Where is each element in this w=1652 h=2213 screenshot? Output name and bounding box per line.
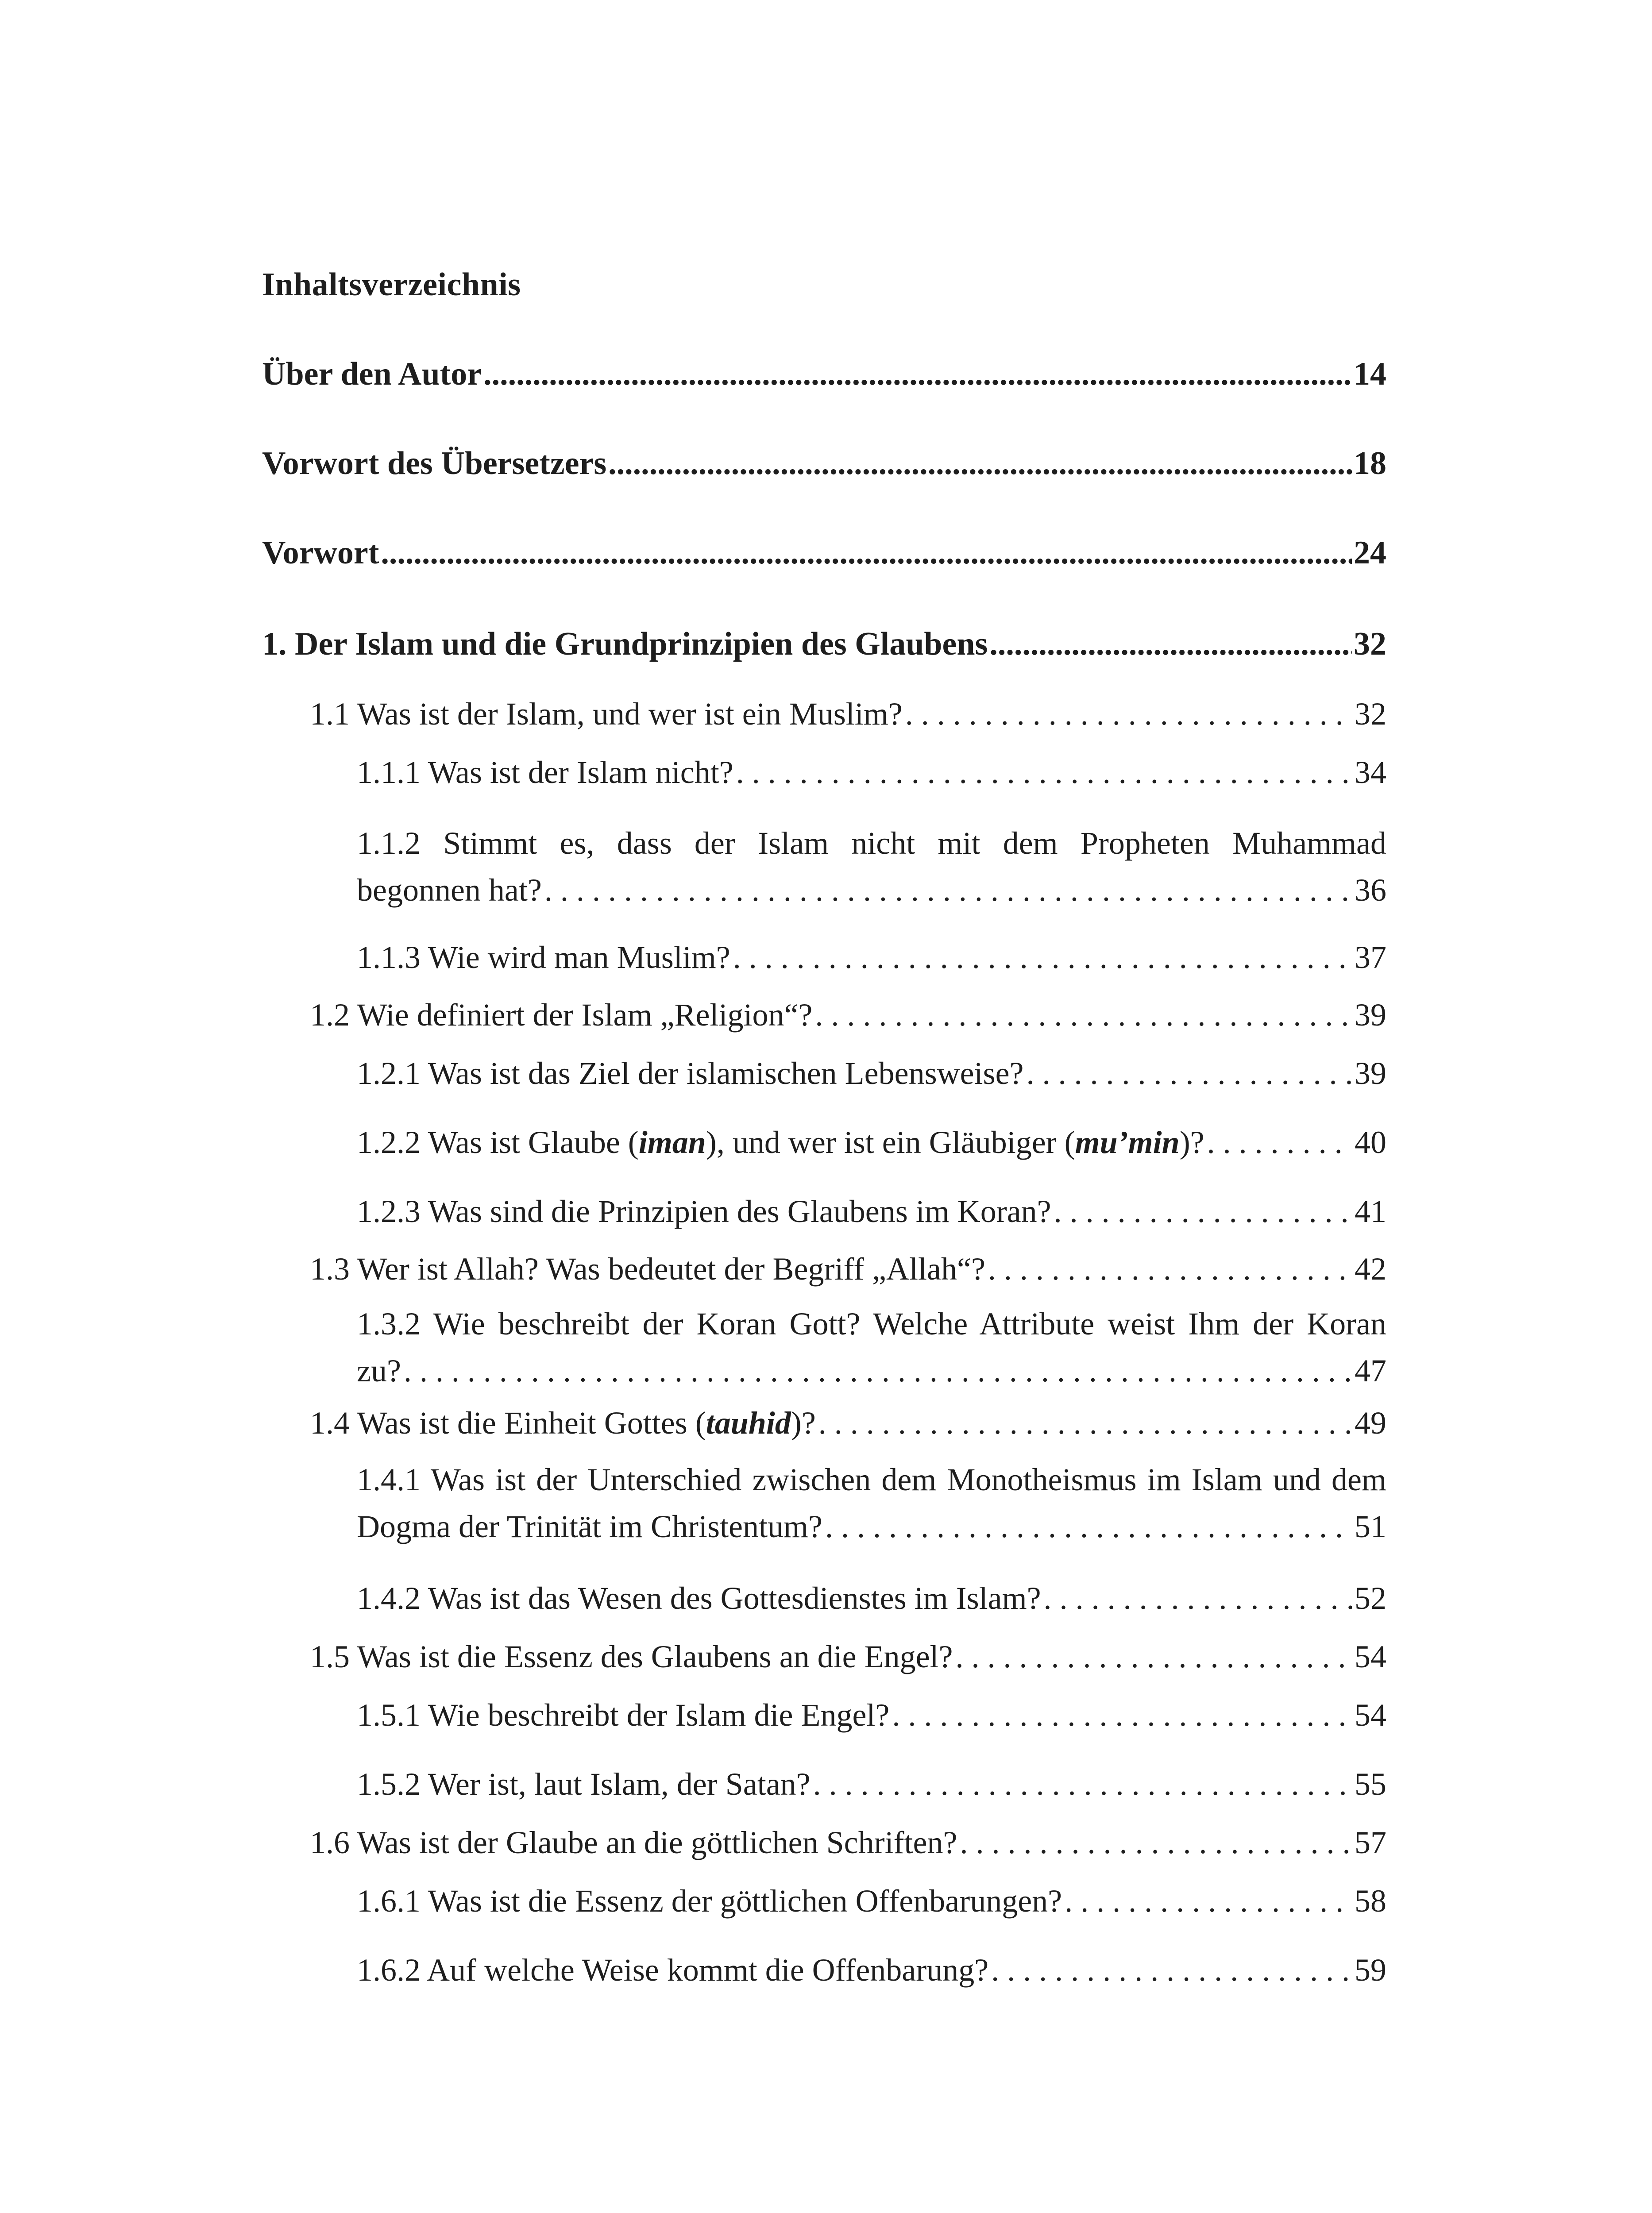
toc-entry-title: 1.1.3 Wie wird man Muslim? [357,940,730,975]
toc-entry-title: 1.1.1 Was ist der Islam nicht? [357,755,733,790]
toc-entry-1-1-2[interactable] [357,820,1386,914]
toc-page-number: 51 [1355,1509,1386,1544]
dot-leader [988,1249,1352,1289]
toc-entry-title: 1.6.2 Auf welche Weise kommt die Offenbarung? [357,1952,989,1988]
toc-page-number: 40 [1355,1125,1386,1160]
toc-entry-title: 1.5.2 Wer ist, laut Islam, der Satan? [357,1766,811,1802]
dot-leader [956,1637,1352,1677]
toc-entry-1-6[interactable] [310,1823,1386,1862]
toc-entry-title: Vorwort des Übersetzers [262,445,607,482]
toc-title: Inhaltsverzeichnis [262,266,521,303]
toc-entry-title: 1.2.3 Was sind die Prinzipien des Glaubens im Koran? [357,1194,1051,1229]
title-part: ), und wer ist ein Gläubiger ( [706,1125,1075,1160]
toc-entry-title-line2: zu? [357,1353,401,1388]
dot-leader [733,937,1352,977]
toc-entry-title-line2: begonnen hat? [357,872,542,908]
dot-leader [544,867,1352,914]
dot-leader [960,1823,1352,1862]
dot-leader [813,1764,1352,1804]
toc-page-number: 54 [1355,1639,1386,1674]
toc-entry-1-3-2[interactable] [357,1300,1386,1394]
toc-page-number: 24 [1354,535,1386,571]
toc-entry-1-4-1[interactable] [357,1456,1386,1550]
toc-entry-title [310,1403,816,1443]
toc-entry-title-line1: 1.4.1 Was ist der Unterschied zwischen dem Monotheismus im Islam und dem [357,1462,1386,1497]
toc-entry-1-2[interactable] [310,995,1386,1035]
dot-leader [892,1695,1352,1735]
toc-entry-title-line2: Dogma der Trinität im Christentum? [357,1509,822,1544]
toc-entry-title: 1.3 Wer ist Allah? Was bedeutet der Begriff „Allah“? [310,1251,985,1287]
toc-entry-1-5[interactable] [310,1637,1386,1677]
dot-leader [483,354,1352,394]
dot-leader [404,1347,1352,1394]
dot-leader [825,1503,1352,1550]
term-mumin: mu’min [1075,1125,1180,1160]
toc-page-number: 55 [1355,1766,1386,1802]
toc-entry-ueber-den-autor[interactable] [262,354,1386,394]
toc-entry-title-line1: 1.1.2 Stimmt es, dass der Islam nicht mit dem Propheten Muhammad [357,825,1386,861]
toc-entry-1-1-3[interactable] [357,937,1386,977]
toc-page-number: 42 [1355,1251,1386,1287]
dot-leader [736,752,1352,792]
toc-page-number: 32 [1355,696,1386,732]
title-part: 1.4 Was ist die Einheit Gottes ( [310,1405,706,1441]
dot-leader [381,533,1352,573]
dot-leader [815,995,1352,1035]
toc-page-number: 41 [1355,1194,1386,1229]
toc-entry-title: 1. Der Islam und die Grundprinzipien des Glaubens [262,626,988,662]
dot-leader [1044,1578,1352,1618]
toc-page-number: 32 [1354,626,1386,662]
toc-page-number: 59 [1355,1952,1386,1988]
toc-page-number: 58 [1355,1883,1386,1919]
toc-entry-title: 1.5 Was ist die Essenz des Glaubens an die Engel? [310,1639,953,1674]
toc-entry-1-2-3[interactable] [357,1191,1386,1231]
toc-page-number: 39 [1355,1056,1386,1091]
toc-entry-title: 1.6 Was ist der Glaube an die göttlichen Schriften? [310,1825,957,1860]
toc-page-number: 52 [1355,1581,1386,1616]
toc-entry-title: 1.6.1 Was ist die Essenz der göttlichen Offenbarungen? [357,1883,1062,1919]
title-part: )? [791,1405,816,1441]
toc-entry-1-3[interactable] [310,1249,1386,1289]
dot-leader [1065,1881,1352,1921]
toc-entry-vorwort-uebersetzer[interactable] [262,443,1386,483]
toc-entry-1-5-1[interactable] [357,1695,1386,1735]
toc-page-number: 14 [1354,356,1386,392]
toc-page-number: 39 [1355,997,1386,1033]
toc-entry-title: 1.5.1 Wie beschreibt der Islam die Engel? [357,1697,890,1733]
toc-entry-title: 1.4.2 Was ist das Wesen des Gottesdienstes im Islam? [357,1581,1041,1616]
toc-entry-title: 1.2.1 Was ist das Ziel der islamischen Lebensweise? [357,1056,1024,1091]
toc-page-number: 34 [1355,755,1386,790]
toc-entry-1-6-1[interactable] [357,1881,1386,1921]
toc-entry-title: 1.1 Was ist der Islam, und wer ist ein Muslim? [310,696,903,732]
toc-page-number: 57 [1355,1825,1386,1860]
dot-leader [1054,1191,1352,1231]
toc-entry-1-4[interactable] [310,1403,1386,1443]
toc-page-number: 37 [1355,940,1386,975]
toc-page-number: 47 [1355,1353,1386,1388]
toc-page-number: 49 [1355,1405,1386,1441]
dot-leader [1026,1053,1352,1093]
toc-entry-1-1[interactable] [310,694,1386,734]
toc-entry-1-2-2[interactable] [357,1122,1386,1162]
toc-entry-title: 1.2 Wie definiert der Islam „Religion“? [310,997,813,1033]
toc-entry-vorwort[interactable] [262,533,1386,573]
toc-entry-1-4-2[interactable] [357,1578,1386,1618]
toc-entry-chapter-1[interactable] [262,624,1386,664]
toc-entry-title: Vorwort [262,535,379,571]
dot-leader [608,443,1352,483]
term-iman: iman [638,1125,706,1160]
title-part: 1.2.2 Was ist Glaube ( [357,1125,639,1160]
dot-leader [989,624,1352,664]
toc-entry-1-2-1[interactable] [357,1053,1386,1093]
toc-entry-1-1-1[interactable] [357,752,1386,792]
toc-entry-title [357,1122,1204,1162]
toc-page-number: 18 [1354,445,1386,482]
toc-entry-1-6-2[interactable] [357,1950,1386,1990]
toc-entry-1-5-2[interactable] [357,1764,1386,1804]
term-tauhid: tauhid [706,1405,791,1441]
toc-entry-title: Über den Autor [262,356,482,392]
toc-page-number: 36 [1355,872,1386,908]
dot-leader [991,1950,1352,1990]
toc-page-number: 54 [1355,1697,1386,1733]
dot-leader [905,694,1352,734]
dot-leader [818,1403,1352,1443]
title-part: )? [1179,1125,1204,1160]
dot-leader [1207,1122,1352,1162]
toc-entry-title-line1: 1.3.2 Wie beschreibt der Koran Gott? Welche Attribute weist Ihm der Koran [357,1306,1386,1342]
